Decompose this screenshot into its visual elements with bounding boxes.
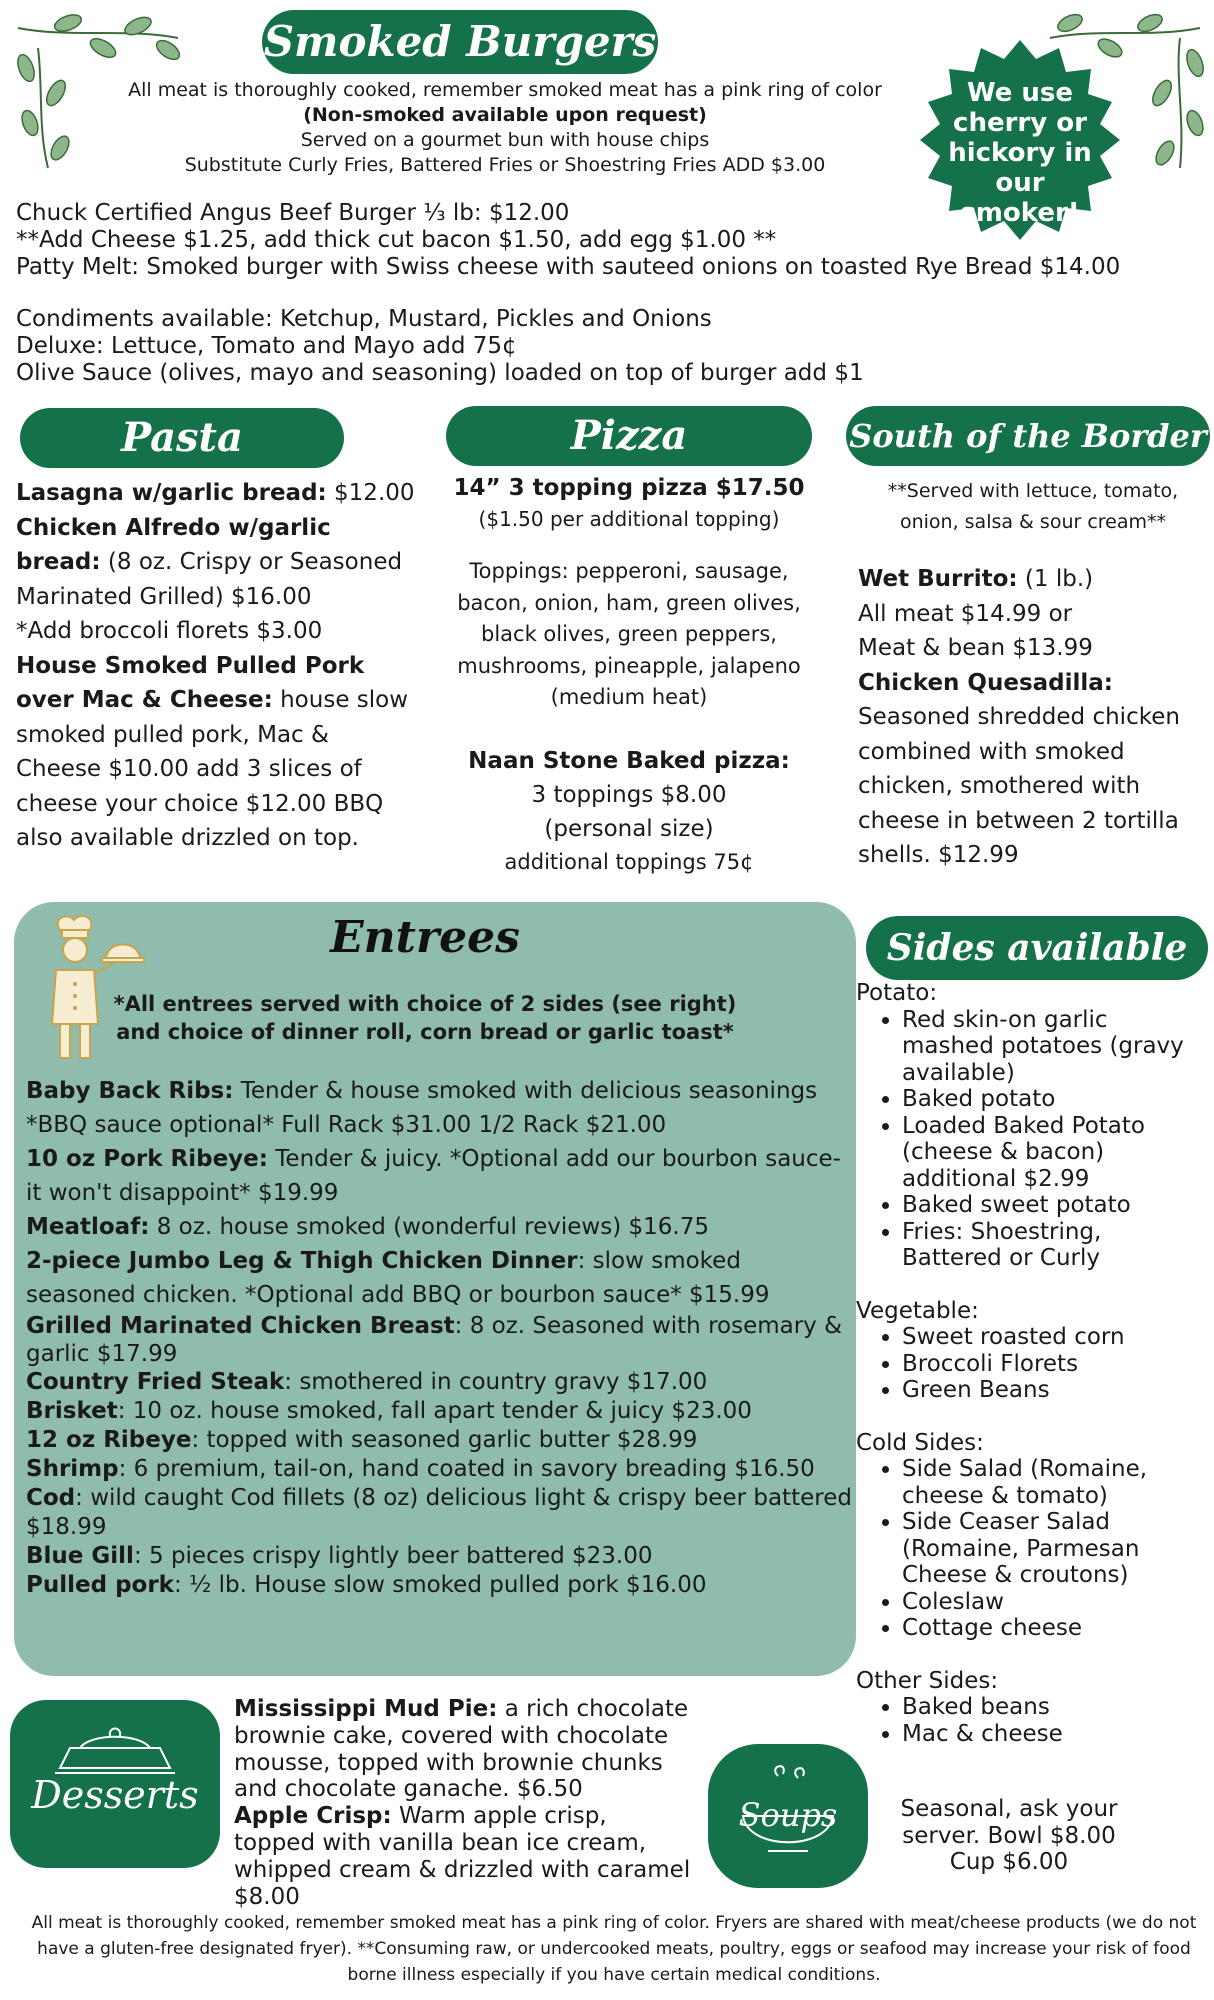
entrees-note-line: and choice of dinner roll, corn bread or garlic toast* [116, 1020, 734, 1044]
desserts-heading: Desserts [31, 1773, 199, 1817]
entree-desc: : topped with seasoned garlic butter $28.99 [191, 1427, 698, 1453]
broccoli-addon: *Add broccoli florets $3.00 [16, 618, 323, 644]
side-item: • Red skin-on garlic mashed potatoes (gravy available) [902, 1007, 1206, 1087]
side-item: • Green Beans [902, 1377, 1206, 1404]
sides-group-label: Cold Sides: [856, 1429, 984, 1456]
entree-item [26, 1455, 852, 1484]
side-item: • Baked potato [902, 1086, 1206, 1113]
quesadilla-desc: Seasoned shredded chicken combined with smoked chicken, smothered with cheese in between 2 tortilla shells. $12.99 [858, 704, 1180, 868]
burgers-intro-line: Substitute Curly Fries, Battered Fries or Shoestring Fries ADD $3.00 [184, 154, 826, 176]
soups-desc: Seasonal, ask your server. Bowl $8.00 [900, 1796, 1118, 1849]
south-section [858, 476, 1208, 873]
entree-desc: : 6 premium, tail-on, hand coated in savory breading $16.50 [118, 1456, 815, 1482]
entree-desc: 8 oz. house smoked (wonderful reviews) $16.75 [149, 1214, 709, 1240]
soups-cup: Cup $6.00 [949, 1849, 1069, 1875]
burger-item: **Add Cheese $1.25, add thick cut bacon $1.50, add egg $1.00 ** [16, 227, 777, 253]
sides-group-label: Potato: [856, 980, 938, 1006]
desserts-text [234, 1696, 694, 1910]
entree-name: Shrimp [26, 1456, 119, 1482]
burrito-name: Wet Burrito: [858, 566, 1018, 592]
entree-name: 10 oz Pork Ribeye: [26, 1146, 268, 1172]
lasagna-price: $12.00 [326, 480, 415, 506]
burgers-intro-line: All meat is thoroughly cooked, remember smoked meat has a pink ring of color [128, 79, 882, 101]
sides-group [856, 1298, 1206, 1404]
entree-desc: : 10 oz. house smoked, fall apart tender & juicy $23.00 [117, 1398, 752, 1424]
mac-desc: house slow smoked pulled pork, Mac & Cheese $10.00 add 3 slices of cheese your choice $12.00 BBQ also available drizzled on top. [16, 687, 409, 851]
entrees-note-line: *All entrees served with choice of 2 sides (see right) [113, 992, 737, 1016]
entrees-heading: Entrees [330, 912, 520, 963]
entree-item [26, 1426, 852, 1455]
entree-item [26, 1368, 852, 1397]
pizza-toppings: Toppings: pepperoni, sausage, bacon, onion, ham, green olives, black olives, green peppers, mushrooms, pineapple, jalapeno (medium heat) [457, 559, 801, 709]
burger-item: Chuck Certified Angus Beef Burger ⅓ lb: $12.00 [16, 200, 570, 226]
sides-group-label: Vegetable: [856, 1297, 979, 1324]
entree-name: Grilled Marinated Chicken Breast [26, 1313, 455, 1339]
entree-item [26, 1397, 852, 1426]
naan-price: 3 toppings $8.00 [531, 781, 727, 808]
lasagna-name: Lasagna w/garlic bread: [16, 480, 327, 506]
alfredo-name: Chicken Alfredo w/garlic bread: [16, 514, 331, 575]
naan-title: Naan Stone Baked pizza: [468, 747, 790, 774]
burger-item: Patty Melt: Smoked burger with Swiss cheese with sauteed onions on toasted Rye Bread $14.00 [16, 254, 1121, 280]
side-item: • Cottage cheese [902, 1615, 1206, 1642]
side-item: • Baked sweet potato [902, 1192, 1206, 1219]
entree-desc: : smothered in country gravy $17.00 [284, 1369, 708, 1395]
apple-crisp-desc: Warm apple crisp, topped with vanilla bean ice cream, whipped cream & drizzled with caramel $8.00 [234, 1803, 691, 1910]
smoked-burgers-heading: Smoked Burgers [262, 10, 658, 74]
side-item: • Sweet roasted corn [902, 1324, 1206, 1351]
entree-desc: Tender & house smoked with delicious seasonings *BBQ sauce optional* Full Rack $31.00 1/2 Rack $21.00 [26, 1078, 818, 1138]
entree-item [26, 1571, 852, 1600]
pasta-heading: Pasta [20, 408, 344, 468]
quesadilla-name: Chicken Quesadilla: [858, 669, 1113, 696]
entree-desc: : slow smoked seasoned chicken. *Optional add BBQ or bourbon sauce* $15.99 [26, 1248, 770, 1308]
sides-group [856, 1430, 1206, 1642]
burger-items [16, 200, 1196, 281]
mac-name: House Smoked Pulled Pork over Mac & Cheese: [16, 652, 365, 713]
side-item: • Coleslaw [902, 1589, 1206, 1616]
burrito-meat-bean: Meat & bean $13.99 [858, 635, 1093, 661]
entree-name: Brisket [26, 1398, 118, 1424]
pizza-headline: 14” 3 topping pizza $17.50 [453, 475, 805, 501]
pizza-extra: ($1.50 per additional topping) [478, 507, 780, 531]
entree-desc: : 5 pieces crispy lightly beer battered $23.00 [133, 1543, 653, 1569]
condiment-line: Condiments available: Ketchup, Mustard, Pickles and Onions [16, 306, 712, 332]
pizza-heading: Pizza [446, 406, 812, 466]
entree-name: Cod [26, 1485, 76, 1511]
entree-item [26, 1074, 852, 1142]
sides-list [856, 980, 1206, 1747]
naan-size: (personal size) [544, 815, 714, 842]
entree-name: 2-piece Jumbo Leg & Thigh Chicken Dinner [26, 1248, 578, 1274]
condiment-line: Deluxe: Lettuce, Tomato and Mayo add 75¢ [16, 333, 517, 359]
entree-desc: : 8 oz. Seasoned with rosemary & garlic $17.99 [26, 1313, 843, 1367]
side-item: • Baked beans [902, 1694, 1206, 1721]
naan-extra: additional toppings 75¢ [504, 849, 754, 874]
mud-pie-name: Mississippi Mud Pie: [234, 1696, 498, 1722]
sides-group-label: Other Sides: [856, 1667, 999, 1694]
side-item: • Mac & cheese [902, 1721, 1206, 1748]
entree-item [26, 1210, 852, 1244]
burger-condiments [16, 306, 1196, 387]
entrees-note [100, 990, 750, 1046]
side-item: • Fries: Shoestring, Battered or Curly [902, 1219, 1206, 1272]
pizza-section [432, 472, 826, 878]
burrito-size: (1 lb.) [1017, 566, 1094, 592]
entree-item [26, 1244, 852, 1312]
sides-group [856, 980, 1206, 1272]
south-of-border-heading: South of the Border [846, 406, 1210, 466]
entree-name: Blue Gill [26, 1543, 134, 1569]
apple-crisp-name: Apple Crisp: [234, 1803, 392, 1830]
sides-heading: Sides available [866, 916, 1208, 980]
entree-name: Baby Back Ribs: [26, 1078, 234, 1104]
entree-item [26, 1484, 852, 1542]
side-item: • Broccoli Florets [902, 1351, 1206, 1378]
entree-name: Meatloaf: [26, 1214, 150, 1240]
pasta-section [16, 476, 416, 856]
cake-icon [50, 1718, 180, 1778]
entree-name: 12 oz Ribeye [26, 1427, 192, 1453]
burgers-intro-line: (Non-smoked available upon request) [303, 104, 707, 126]
soups-text [884, 1796, 1134, 1876]
condiment-line: Olive Sauce (olives, mayo and seasoning) loaded on top of burger add $1 [16, 360, 864, 386]
footer-disclaimer: All meat is thoroughly cooked, remember smoked meat has a pink ring of color. Fryers are shared with meat/cheese products (we do not have a gluten-free designated fryer). **Consuming raw, or undercooked meats, poultry, eggs or seafood may increase your risk of food borne illness especially if you have certain medical conditions. [31, 1913, 1197, 1985]
side-item: • Loaded Baked Potato (cheese & bacon) additional $2.99 [902, 1113, 1206, 1193]
entree-name: Country Fried Steak [26, 1369, 285, 1395]
south-note: **Served with lettuce, tomato, onion, salsa & sour cream** [887, 480, 1179, 533]
entree-desc: : ½ lb. House slow smoked pulled pork $16.00 [173, 1572, 707, 1598]
burrito-all-meat: All meat $14.99 or [858, 600, 1073, 627]
alfredo-desc: (8 oz. Crispy or Seasoned Marinated Grilled) $16.00 [16, 549, 403, 610]
soups-heading: Soups [738, 1796, 838, 1834]
side-item: • Side Salad (Romaine, cheese & tomato) [902, 1456, 1206, 1509]
entree-item [26, 1312, 852, 1368]
burgers-intro [90, 78, 920, 178]
smoker-badge-text: We use cherry or hickory in our smoker! [948, 78, 1092, 228]
entree-item [26, 1542, 852, 1571]
mud-pie-desc: a rich chocolate brownie cake, covered with chocolate mousse, topped with brownie chunks and chocolate ganache. $6.50 [234, 1696, 689, 1803]
entrees-list [26, 1074, 852, 1600]
sides-group [856, 1668, 1206, 1748]
side-item: • Side Ceaser Salad (Romaine, Parmesan Cheese & croutons) [902, 1509, 1206, 1589]
burgers-intro-line: Served on a gourmet bun with house chips [300, 129, 710, 151]
entree-desc: : wild caught Cod fillets (8 oz) delicious light & crispy beer battered $18.99 [26, 1485, 852, 1540]
entree-item [26, 1142, 852, 1210]
entree-desc: Tender & juicy. *Optional add our bourbon sauce-it won't disappoint* $19.99 [26, 1146, 841, 1206]
entree-name: Pulled pork [26, 1572, 174, 1598]
